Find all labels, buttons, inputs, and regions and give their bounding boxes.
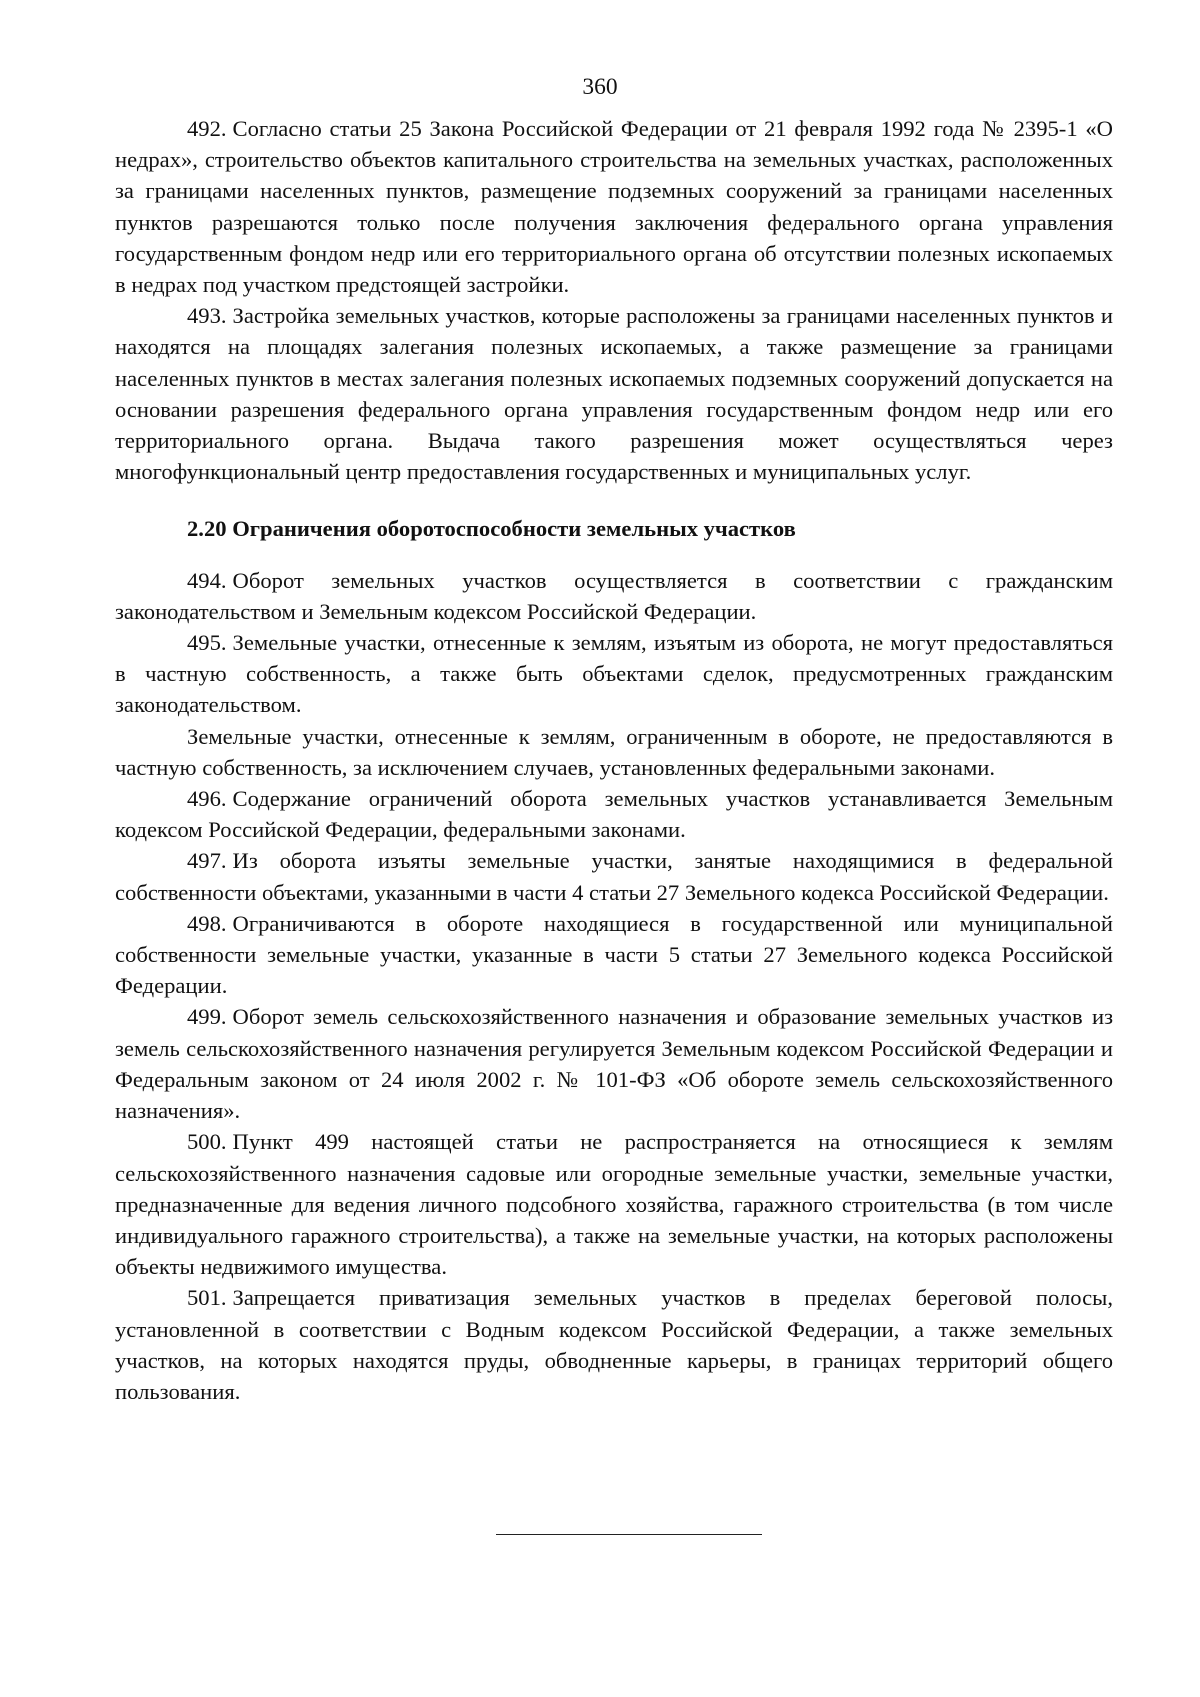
paragraph-number: 498. bbox=[187, 910, 227, 936]
paragraph-496 bbox=[115, 783, 1113, 845]
paragraph-text: Земельные участки, отнесенные к землям, изъятым из оборота, не могут предоставляться в частную собственность, а также быть объектами сделок, предусмотренных гражданским законодательством. bbox=[115, 630, 1113, 718]
paragraph-text: Оборот земельных участков осуществляется в соответствии с гражданским законодательством и Земельным кодексом Российской Федерации. bbox=[115, 567, 1113, 624]
paragraph-495-continued bbox=[115, 721, 1113, 783]
paragraph-text: Из оборота изъяты земельные участки, занятые находящимися в федеральной собственности объектами, указанными в части 4 статьи 27 Земельного кодекса Российской Федерации. bbox=[115, 848, 1113, 905]
paragraph-text: Пункт 499 настоящей статьи не распространяется на относящиеся к землям сельскохозяйственного назначения садовые или огородные земельные участки, земельные участки, предназначенные для ведения личного подсобного хозяйства, гаражного строительства (в том числе индивидуального гаражного строительства), а также на земельные участки, на которых расположены объекты недвижимого имущества. bbox=[115, 1129, 1113, 1280]
paragraph-492 bbox=[115, 113, 1113, 300]
paragraph-493 bbox=[115, 300, 1113, 487]
paragraph-number: 496. bbox=[187, 786, 227, 812]
paragraph-text: Согласно статьи 25 Закона Российской Федерации от 21 февраля 1992 года № 2395-1 «О недрах», строительство объектов капитального строительства на земельных участках, расположенных за границами населенных пунктов, размещение подземных сооружений за границами населенных пунктов разрешаются только после получения заключения федерального органа управления государственным фондом недр или его территориального органа об отсутствии полезных ископаемых в недрах под участком предстоящей застройки. bbox=[115, 116, 1113, 298]
paragraph-501 bbox=[115, 1282, 1113, 1407]
paragraph-number: 497. bbox=[187, 848, 227, 874]
paragraph-494 bbox=[115, 565, 1113, 627]
paragraph-text: Застройка земельных участков, которые расположены за границами населенных пунктов и находятся на площадях залегания полезных ископаемых, а также размещение за границами населенных пунктов в местах залегания полезных ископаемых подземных сооружений допускается на основании разрешения федерального органа управления государственным фондом недр или его территориального органа. Выдача такого разрешения может осуществляться через многофункциональный центр предоставления государственных и муниципальных услуг. bbox=[115, 303, 1113, 485]
paragraph-number: 493. bbox=[187, 303, 227, 329]
paragraph-number: 499. bbox=[187, 1004, 227, 1030]
paragraph-number: 501. bbox=[187, 1285, 227, 1311]
paragraph-text: Ограничиваются в обороте находящиеся в государственной или муниципальной собственности земельные участки, указанные в части 5 статьи 27 Земельного кодекса Российской Федерации. bbox=[115, 910, 1113, 999]
paragraph-499 bbox=[115, 1001, 1113, 1126]
paragraph-number: 500. bbox=[187, 1129, 227, 1155]
paragraph-number: 495. bbox=[187, 630, 227, 656]
page-number: 360 bbox=[582, 74, 618, 100]
paragraph-497 bbox=[115, 845, 1113, 907]
paragraph-500 bbox=[115, 1126, 1113, 1282]
document-body bbox=[115, 113, 1113, 1407]
paragraph-text: Содержание ограничений оборота земельных участков устанавливается Земельным кодексом Российской Федерации, федеральными законами. bbox=[115, 786, 1113, 843]
paragraph-text: Запрещается приватизация земельных участков в пределах береговой полосы, установленной в соответствии с Водным кодексом Российской Федерации, а также земельных участков, на которых находятся пруды, обводненные карьеры, в границах территорий общего пользования. bbox=[115, 1285, 1113, 1404]
section-heading: 2.20 Ограничения оборотоспособности земельных участков bbox=[187, 516, 796, 542]
paragraph-number: 492. bbox=[187, 116, 227, 141]
paragraph-number: 494. bbox=[187, 567, 227, 593]
paragraph-text: Оборот земель сельскохозяйственного назначения и образование земельных участков из земель сельскохозяйственного назначения регулируется Земельным кодексом Российской Федерации и Федеральным законом от 24 июля 2002 г. № 101-ФЗ «Об обороте земель сельскохозяйственного назначения». bbox=[115, 1004, 1113, 1124]
end-divider-line bbox=[496, 1534, 762, 1535]
paragraph-495 bbox=[115, 627, 1113, 721]
paragraph-498 bbox=[115, 908, 1113, 1002]
paragraph-text: Земельные участки, отнесенные к землям, ограниченным в обороте, не предоставляются в частную собственность, за исключением случаев, установленных федеральными законами. bbox=[115, 723, 1113, 780]
